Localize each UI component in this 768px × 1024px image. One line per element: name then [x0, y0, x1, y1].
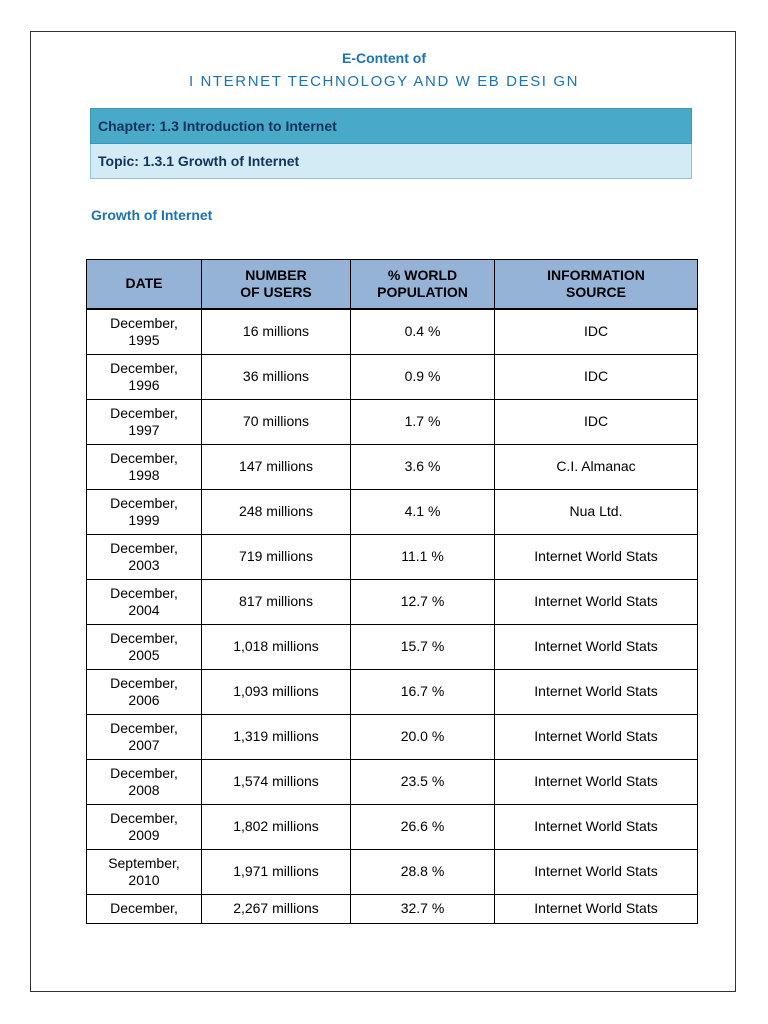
table-row — [87, 894, 698, 923]
cell-date: December, 1996 — [87, 354, 202, 399]
cell-date: December, 2008 — [87, 759, 202, 804]
cell-world-population: 3.6 % — [351, 444, 495, 489]
table-row — [87, 534, 698, 579]
cell-users: 1,971 millions — [202, 849, 351, 894]
course-title: I NTERNET TECHNOLOGY AND W EB DESI GN — [188, 73, 580, 90]
cell-users: 147 millions — [202, 444, 351, 489]
cell-world-population: 32.7 % — [351, 894, 495, 923]
table-row — [87, 444, 698, 489]
cell-users: 16 millions — [202, 309, 351, 355]
cell-date: December, 2005 — [87, 624, 202, 669]
growth-table — [86, 259, 698, 924]
cell-world-population: 20.0 % — [351, 714, 495, 759]
cell-world-population: 1.7 % — [351, 399, 495, 444]
chapter-banner — [90, 108, 692, 144]
table-row — [87, 669, 698, 714]
topic-banner — [90, 144, 692, 179]
cell-source: Internet World Stats — [495, 624, 698, 669]
cell-users: 1,802 millions — [202, 804, 351, 849]
cell-users: 1,319 millions — [202, 714, 351, 759]
cell-source: Internet World Stats — [495, 894, 698, 923]
cell-date: December, 1995 — [87, 309, 202, 355]
cell-users: 1,574 millions — [202, 759, 351, 804]
cell-date: December, 2003 — [87, 534, 202, 579]
table-body — [87, 309, 698, 924]
cell-world-population: 16.7 % — [351, 669, 495, 714]
chapter-label: Chapter: 1.3 Introduction to Internet — [98, 118, 337, 134]
table-row — [87, 354, 698, 399]
cell-source: Internet World Stats — [495, 759, 698, 804]
cell-date: December, 2004 — [87, 579, 202, 624]
cell-world-population: 26.6 % — [351, 804, 495, 849]
header-world-population: % WORLD POPULATION — [351, 260, 495, 309]
cell-date: September, 2010 — [87, 849, 202, 894]
table-row — [87, 759, 698, 804]
cell-source: C.I. Almanac — [495, 444, 698, 489]
cell-users: 70 millions — [202, 399, 351, 444]
cell-world-population: 23.5 % — [351, 759, 495, 804]
cell-world-population: 0.9 % — [351, 354, 495, 399]
table-row — [87, 714, 698, 759]
header-number-of-users: NUMBER OF USERS — [202, 260, 351, 309]
cell-source: IDC — [495, 309, 698, 355]
table-row — [87, 804, 698, 849]
table-row — [87, 849, 698, 894]
cell-world-population: 4.1 % — [351, 489, 495, 534]
cell-source: Internet World Stats — [495, 579, 698, 624]
cell-source: Internet World Stats — [495, 534, 698, 579]
header-date: DATE — [87, 260, 202, 309]
econtent-label: E-Content of — [342, 50, 426, 66]
cell-world-population: 15.7 % — [351, 624, 495, 669]
cell-date: December, — [87, 894, 202, 923]
cell-users: 817 millions — [202, 579, 351, 624]
cell-world-population: 28.8 % — [351, 849, 495, 894]
cell-world-population: 11.1 % — [351, 534, 495, 579]
cell-date: December, 2009 — [87, 804, 202, 849]
section-title: Growth of Internet — [91, 207, 213, 223]
cell-source: Internet World Stats — [495, 849, 698, 894]
table-row — [87, 399, 698, 444]
table-header-row — [87, 260, 698, 309]
cell-source: Nua Ltd. — [495, 489, 698, 534]
cell-users: 719 millions — [202, 534, 351, 579]
cell-source: Internet World Stats — [495, 714, 698, 759]
cell-users: 2,267 millions — [202, 894, 351, 923]
cell-date: December, 2007 — [87, 714, 202, 759]
cell-date: December, 1999 — [87, 489, 202, 534]
cell-users: 1,093 millions — [202, 669, 351, 714]
topic-label: Topic: 1.3.1 Growth of Internet — [98, 153, 300, 169]
cell-source: IDC — [495, 354, 698, 399]
cell-world-population: 0.4 % — [351, 309, 495, 355]
cell-source: Internet World Stats — [495, 804, 698, 849]
table-row — [87, 579, 698, 624]
cell-users: 248 millions — [202, 489, 351, 534]
cell-world-population: 12.7 % — [351, 579, 495, 624]
cell-source: Internet World Stats — [495, 669, 698, 714]
cell-source: IDC — [495, 399, 698, 444]
table-row — [87, 624, 698, 669]
table-row — [87, 309, 698, 355]
header-information-source: INFORMATION SOURCE — [495, 260, 698, 309]
cell-date: December, 2006 — [87, 669, 202, 714]
cell-date: December, 1997 — [87, 399, 202, 444]
table-row — [87, 489, 698, 534]
cell-date: December, 1998 — [87, 444, 202, 489]
cell-users: 1,018 millions — [202, 624, 351, 669]
cell-users: 36 millions — [202, 354, 351, 399]
